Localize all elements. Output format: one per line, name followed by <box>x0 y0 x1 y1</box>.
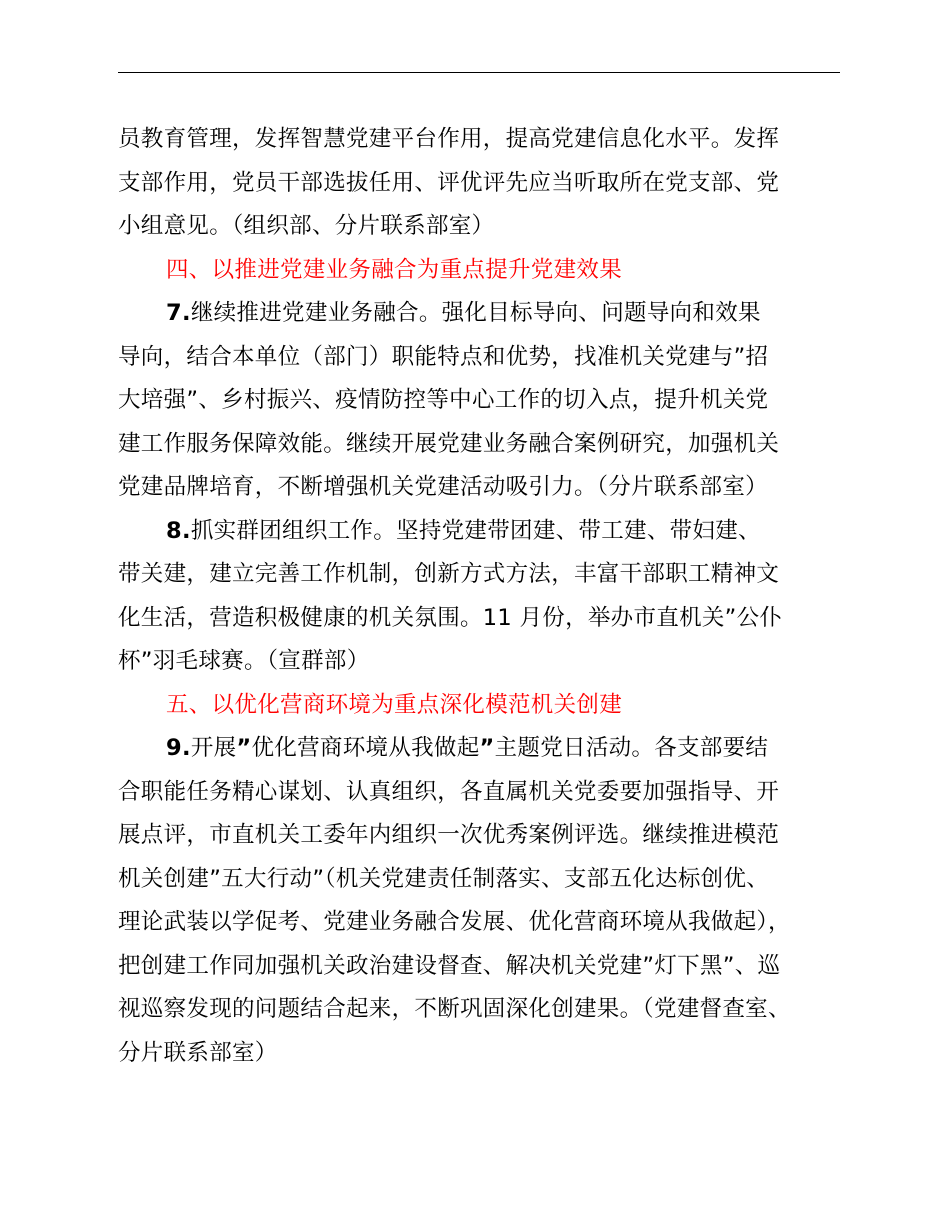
item-8-paragraph <box>118 510 840 684</box>
item-number: 7. <box>166 300 191 326</box>
text-line: 小组意见。（组织部、分片联系部室） <box>118 213 495 239</box>
item-text: 继续推进党建业务融合。强化目标导向、问题导向和效果 <box>190 300 761 326</box>
text-line: 机关创建”五大行动”（机关党建责任制落实、支部五化达标创优、 <box>118 865 770 892</box>
bold-quote: ” <box>479 735 495 761</box>
text-line: 展点评，市直机关工委年内组织一次优秀案例评选。继续推进模范 <box>118 822 780 848</box>
item-text: 主题党日活动。各支部要结 <box>494 735 769 761</box>
item-text: 优化营商环境从我做起 <box>251 735 480 761</box>
item-7-paragraph <box>118 292 840 510</box>
text-line <box>118 292 840 336</box>
item-number: 8. <box>166 517 191 544</box>
document-body <box>118 118 840 1075</box>
header-rule <box>118 72 840 73</box>
text-line <box>118 727 840 771</box>
text-line: 杯”羽毛球赛。（宣群部） <box>118 648 370 674</box>
item-text: 抓实群团组织工作。坚持党建带团建、带工建、带妇建、 <box>190 517 761 544</box>
text-line: 把创建工作同加强机关政治建设督查、解决机关党建”灯下黑”、巡 <box>118 952 781 979</box>
section-heading-4: 四、以推进党建业务融合为重点提升党建效果 <box>166 256 623 283</box>
text-line: 带关建，建立完善工作机制，创新方式方法，丰富干部职工精神文 <box>118 561 780 587</box>
item-text: 开展 <box>190 735 237 761</box>
text-line: 理论武装以学促考、党建业务融合发展、优化营商环境从我做起）， <box>118 909 791 935</box>
text-line: 导向，结合本单位（部门）职能特点和优势，找准机关党建与”招 <box>118 343 769 370</box>
text-line: 员教育管理，发挥智慧党建平台作用，提高党建信息化水平。发挥 <box>118 126 780 152</box>
text-line: 大培强”、乡村振兴、疫情防控等中心工作的切入点，提升机关党 <box>118 387 769 413</box>
text-line: 化生活，营造积极健康的机关氛围。11 月份，举办市直机关”公仆 <box>118 604 783 631</box>
text-line: 党建品牌培育，不断增强机关党建活动吸引力。（分片联系部室） <box>118 474 768 500</box>
text-line: 视巡察发现的问题结合起来，不断巩固深化创建果。（党建督查室、 <box>118 996 791 1022</box>
item-number: 9. <box>166 735 191 761</box>
bold-quote: ” <box>236 735 252 761</box>
paragraph-continued <box>118 118 840 249</box>
text-line <box>118 510 840 554</box>
text-line: 支部作用，党员干部选拔任用、评优评先应当听取所在党支部、党 <box>118 169 780 196</box>
text-line: 分片联系部室） <box>118 1039 278 1066</box>
section-heading-5: 五、以优化营商环境为重点深化模范机关创建 <box>166 691 623 718</box>
text-line: 合职能任务精心谋划、认真组织，各直属机关党委要加强指导、开 <box>118 778 780 805</box>
text-line: 建工作服务保障效能。继续开展党建业务融合案例研究，加强机关 <box>118 430 780 457</box>
item-9-paragraph <box>118 727 840 1075</box>
